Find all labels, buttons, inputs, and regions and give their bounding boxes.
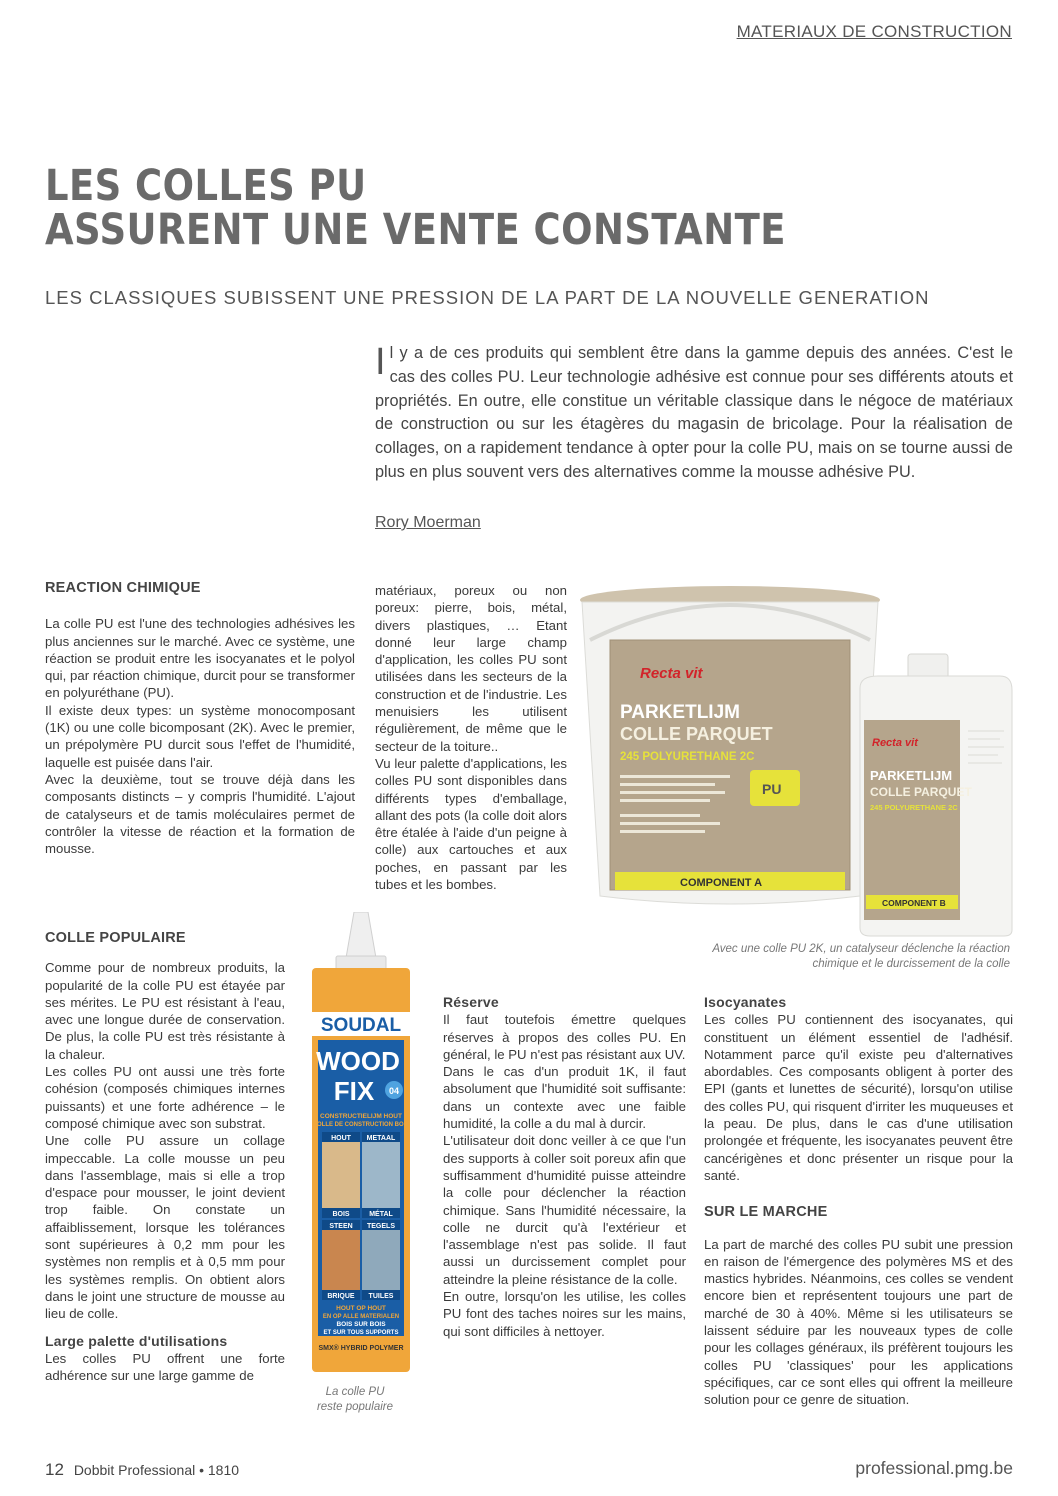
headline-line-2: ASSURENT UNE VENTE CONSTANTE: [45, 205, 786, 255]
headline: [45, 161, 786, 255]
bottle-title-3: 245 POLYURETHANE 2C: [870, 803, 958, 812]
paragraph: La part de marché des colles PU subit une pression en raison de l'émergence des polymères MS et des mastics hybrides. Néanmoins, ces colles se vendent encore bien et représentent toujours une part de marché de 30 à 40%. Même si les utilisateurs se laissent séduire par les nouveaux types de colle pour les collages généraux, ils préfèrent toujours les colles PU 'classiques' pour les applications spécifiques, car ce sont elles qui offrent la meilleure solution pour ce genre de situation.: [704, 1236, 1013, 1408]
tube-sub-1: CONSTRUCTIELIJM HOUT: [320, 1113, 402, 1120]
grid-label: TEGELS: [366, 1223, 396, 1230]
bottle-label: [864, 720, 960, 920]
caption-line: La colle PU: [325, 1386, 385, 1398]
tube-band-4: ET SUR TOUS SUPPORTS: [323, 1330, 399, 1336]
bucket-title-2: COLLE PARQUET: [620, 724, 773, 744]
paragraph: Vu leur palette d'applications, les colles PU sont disponibles dans différents types d'emballage, allant des pots (la colle doit alors être étalée à l'aide d'un peigne à colle) aux cartouches et aux poches, en passant par les tubes et les bombes.: [375, 755, 567, 893]
page-number: 12: [45, 1460, 64, 1479]
subtitle: LES CLASSIQUES SUBISSENT UNE PRESSION DE LA PART DE LA NOUVELLE GENERATION: [45, 287, 930, 308]
paragraph: Il existe deux types: un système monocomposant (1K) ou une colle bicomposant (2K). Avec le premier, un prépolymère PU durcit sous l'effet de l'humidité, laquelle est puisée dans l'air.: [45, 702, 355, 770]
caption-line: Avec une colle PU 2K, un catalyseur déclenche la réaction: [712, 943, 1010, 955]
intro-text: l y a de ces produits qui semblent être dans la gamme depuis des années. C'est le cas des colles PU. Leur technologie adhésive est connue pour ses différents atouts et propriétés. En outre, elle constitue un véritable classique dans le négoce de matériaux de construction ou sur les étagères du magasin de bricolage. Pour la réalisation de collages, on a rapidement tendance à opter pour la colle PU, mais on se tourne aussi de plus en plus souvent vers des alternatives comme la mousse adhésive PU.: [375, 344, 1013, 481]
paragraph: Les colles PU offrent une forte adhérence sur une large gamme de: [45, 1350, 285, 1384]
paragraph: matériaux, poreux ou non poreux: pierre, bois, métal, divers plastiques, … Etant donné leur large champ d'application, les colles PU sont utilisées dans les secteurs de la construction et de l'industrie. Les menuisiers les utilisent régulièrement, de même que le secteur de la toiture..: [375, 583, 567, 754]
tube-band-1: HOUT OP HOUT: [336, 1305, 386, 1312]
heading-reserve: Réserve: [443, 994, 499, 1010]
paragraph: Il faut toutefois émettre quelques réserves à propos des colles PU. En général, le PU n'est pas résistant aux UV.: [443, 1012, 686, 1062]
intro-paragraph: [375, 342, 1013, 485]
heading-sur-le-marche: SUR LE MARCHE: [704, 1204, 828, 1221]
bucket-title-3: 245 POLYURETHANE 2C: [620, 751, 755, 763]
headline-line-1: LES COLLES PU: [45, 161, 367, 211]
woodfix-title-1: WOOD: [316, 1046, 400, 1076]
paragraph: Les colles PU ont aussi une très forte cohésion (composés chimiques internes puissants) et une forte adhérence – le composé chimique avec son substrat.: [45, 1064, 285, 1131]
caption-line: reste populaire: [316, 1401, 394, 1413]
photo-caption-soudal: [300, 1385, 410, 1415]
rectavit-logo-bottle: Recta vit: [872, 737, 918, 749]
footer-website-link[interactable]: professional.pmg.be: [855, 1458, 1013, 1478]
column-2-top: [375, 582, 567, 893]
heading-large-palette: Large palette d'utilisations: [45, 1332, 228, 1349]
bottle-title-2: COLLE PARQUET: [870, 785, 972, 799]
bucket-title-1: PARKETLIJM: [620, 702, 740, 723]
tube-nozzle: [346, 912, 376, 958]
bottle-component-text: COMPONENT B: [882, 898, 946, 908]
product-photo-soudal-woodfix: [306, 912, 416, 1382]
rectavit-logo: Recta vit: [640, 665, 703, 682]
tube-band-3: BOIS SUR BOIS: [336, 1321, 386, 1328]
grid-label: BRIQUE: [327, 1293, 355, 1300]
paragraph: En outre, lorsqu'on les utilise, les colles PU font des taches noires sur les mains, qui sont difficiles à nettoyer.: [443, 1289, 686, 1339]
caption-line: chimique et le durcissement de la colle: [812, 958, 1010, 970]
paragraph: La colle PU est l'une des technologies adhésives les plus anciennes sur le marché. Avec ce système, une réaction se produit entre les isocyanates et le polyol qui, par réaction chimique, durcit pour se transformer en polyuréthane (PU).: [45, 616, 355, 701]
pu-badge-text: PU: [762, 781, 782, 797]
badge-04-text: 04: [388, 1086, 400, 1096]
tube-bottom-text: SMX® HYBRID POLYMER: [318, 1345, 404, 1352]
heading-isocyanates: Isocyanates: [704, 994, 787, 1010]
bucket-component-text: COMPONENT A: [680, 877, 763, 889]
section-tag: MATERIAUX DE CONSTRUCTION: [736, 22, 1012, 41]
heading-reaction-chimique: REACTION CHIMIQUE: [45, 580, 201, 596]
grid-label: HOUT: [331, 1135, 351, 1142]
photo-caption-parketlijm: [640, 942, 1010, 972]
tube-sub-2: COLLE DE CONSTRUCTION BOIS: [312, 1122, 410, 1128]
paragraph: Les colles PU contiennent des isocyanates, qui constituent un élément essentiel de l'adhésif. Notamment parce qu'il existe peu d'alternatives abordables. Ces composants obligent à porter des EPI (gants et lunettes de sécurité), lorsqu'on utilise des colles PU, qui risquent d'irriter les muqueuses et la peau. De plus, dans le cas d'une utilisation prolongée et fréquente, les isocyanates peuvent être cancérigènes et donc présenter un risque pour la santé.: [704, 1012, 1013, 1183]
product-photo-parketlijm: [560, 580, 1020, 940]
author-byline[interactable]: Rory Moerman: [375, 514, 481, 531]
paragraph: L'utilisateur doit donc veiller à ce que l'un des supports à coller soit poreux afin que suffisamment d'humidité puisse atteindre la colle pour déclencher la réaction chimique. Sans l'humidité nécessaire, la colle ne durcit qu'à l'extérieur et l'assemblage n'est pas solide. Il faut aussi un durcissement complet pour atteindre la pleine résistance de la colle.: [443, 1133, 686, 1287]
paragraph: Dans le cas d'un produit 1K, il faut absolument que l'humidité soit suffisante: dans un contexte avec une faible humidité, la colle a du mal à durcir.: [443, 1064, 686, 1132]
tube-band-2: EN OP ALLE MATERIALEN: [322, 1314, 400, 1320]
bottle-title-1: PARKETLIJM: [870, 768, 953, 783]
column-3: [704, 994, 1013, 1409]
grid-label: MÉTAL: [369, 1211, 393, 1218]
soudal-logo: SOUDAL: [320, 1015, 402, 1036]
paragraph: Comme pour de nombreux produits, la popularité de la colle PU est étayée par ses mérites. Le PU est résistant à l'eau, avec une longue durée de conservation. De plus, la colle PU est très résistante à la chaleur.: [45, 960, 285, 1062]
column-1-bottom: [45, 930, 285, 1384]
column-2-reserve: [443, 994, 686, 1340]
footer-left: [45, 1460, 239, 1480]
paragraph: Avec la deuxième, tout se trouve déjà dans les composants distincts – y compris l'humidité. L'ajout de catalyseurs et de tamis moléculaires permet de contrôler la vitesse de réaction et la formation de mousse.: [45, 771, 355, 857]
grid-label: TUILES: [368, 1293, 394, 1300]
paragraph: Une colle PU assure un collage impeccable. La colle mousse un peu dans l'assemblage, mais si elle a trop d'espace pour mousser, le joint devient trop faible. On constate un affaiblissement, lorsque les tolérances sont supérieures à 0,2 mm pour les systèmes non remplis et à 0,5 mm pour les systèmes remplis. On obtient alors dans le joint une structure de mousse au lieu de colle.: [45, 1133, 285, 1322]
magazine-issue: Dobbit Professional • 1810: [73, 1462, 240, 1478]
woodfix-title-2: FIX: [333, 1076, 375, 1106]
column-1-top: [45, 580, 355, 857]
grid-label: STEEN: [329, 1223, 353, 1230]
grid-label: METAAL: [366, 1135, 396, 1142]
heading-colle-populaire: COLLE POPULAIRE: [45, 930, 186, 946]
grid-label: BOIS: [332, 1211, 350, 1218]
drop-cap: I: [375, 341, 386, 383]
